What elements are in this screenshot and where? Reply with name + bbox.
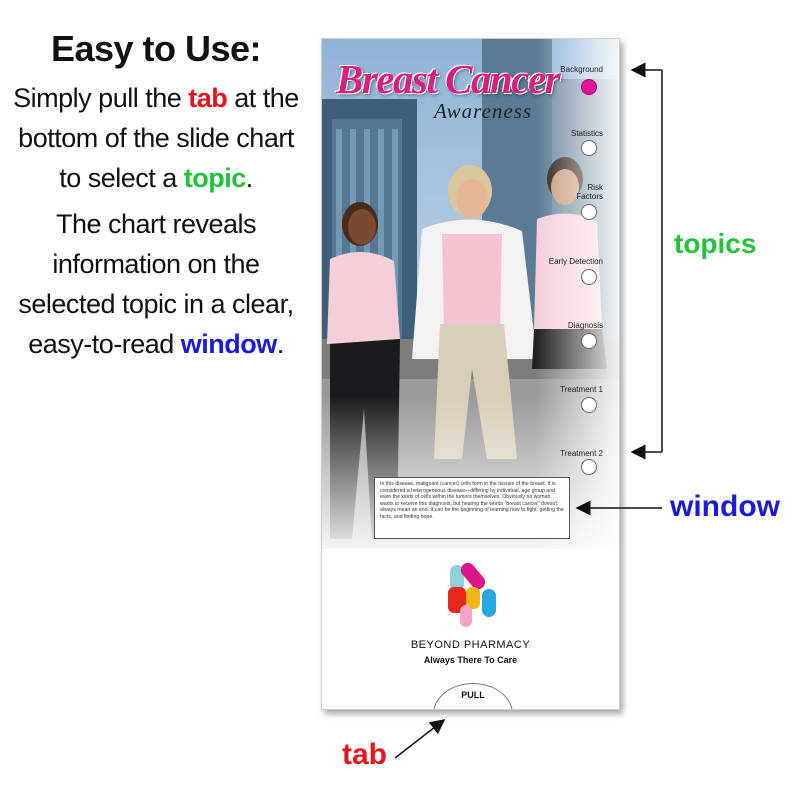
p1-topic-word: topic xyxy=(183,163,246,193)
window-annotation: window xyxy=(670,490,780,523)
p2-window-word: window xyxy=(180,329,277,359)
topic-label-treatment-2: Treatment 2 xyxy=(560,449,603,458)
info-window: In this disease, malignant (cancer) cells form in the tissues of the breast. It is considered a heterogeneous disease—differing by individual, age group and even the kinds of cells within the tumors themselves. Obviously no woman wants to receive this diagnosis, but hearing the words "breast cancer" doesn't always mean an end. It can be the beginning of learning how to fight, getting the facts, and finding hope. xyxy=(374,477,570,539)
tab-arrow xyxy=(395,720,444,758)
topic-label-diagnosis: Diagnosis xyxy=(567,321,603,330)
topic-label-risk-factors: Risk Factors xyxy=(576,183,603,201)
topic-label-treatment-1: Treatment 1 xyxy=(560,385,603,394)
topics-annotation: topics xyxy=(674,228,757,259)
topic-label-early-detection: Early Detection xyxy=(548,257,603,266)
p1-tab-word: tab xyxy=(188,83,228,113)
chart-subtitle: Awareness xyxy=(434,99,533,123)
brand-tagline: Always There To Care xyxy=(423,655,518,665)
brand-name: BEYOND PHARMACY xyxy=(410,639,531,651)
p1-text-a: Simply pull the xyxy=(13,83,189,113)
topic-label-statistics: Statistics xyxy=(570,129,603,138)
instructions-heading: Easy to Use: xyxy=(50,28,262,69)
p2-text-b: . xyxy=(276,329,284,359)
tab-annotation: tab xyxy=(342,738,387,771)
p1-text-b: at the bottom of the slide chart to select a xyxy=(18,83,299,193)
topic-label-background: Background xyxy=(560,65,603,74)
pull-tab-label: PULL xyxy=(461,690,485,700)
chart-title: Breast Cancer xyxy=(336,56,560,102)
p2-text-a: The chart reveals information on the selected topic in a clear, easy-to-read xyxy=(18,209,294,359)
p1-text-c: . xyxy=(245,163,253,193)
